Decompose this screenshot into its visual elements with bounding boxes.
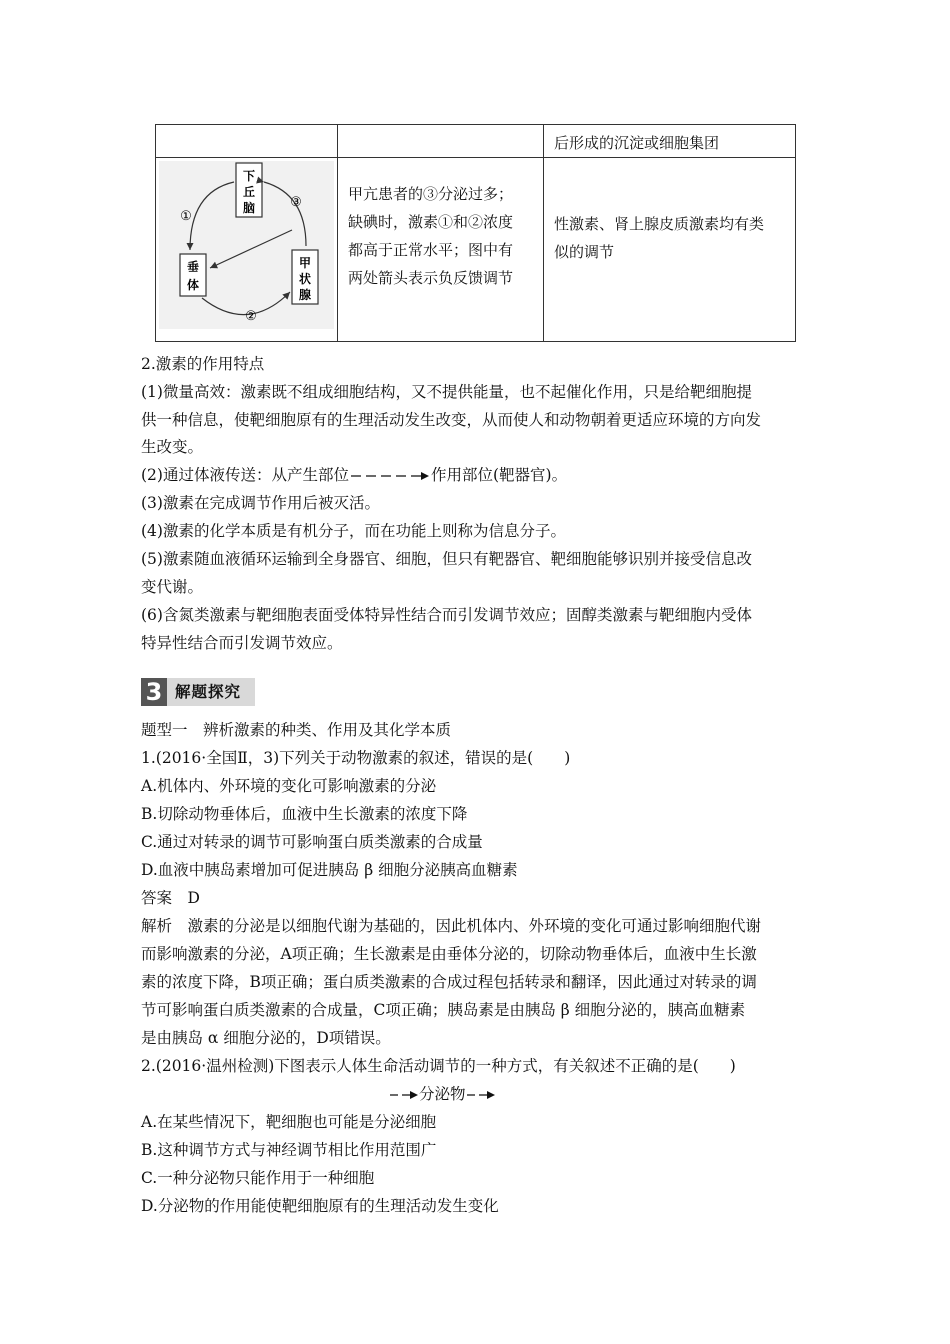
table-cell-text: 后形成的沉淀或细胞集团 [554, 134, 720, 152]
pituitary-char-2: 体 [186, 278, 200, 292]
flow-diagram [389, 1084, 496, 1104]
table-cell-text: 甲亢患者的③分泌过多； 缺碘时，激素①和②浓度 都高于正常水平；图中有 两处箭头表示负反馈调节 [348, 185, 514, 287]
option-d: D.血液中胰岛素增加可促进胰岛 β 细胞分泌胰高血糖素 [141, 861, 518, 879]
option-a: A.机体内、外环境的变化可影响激素的分泌 [141, 777, 437, 795]
thyroid-char-3: 腺 [298, 288, 312, 302]
hormone-regulation-table [155, 124, 796, 342]
paragraph-line: 供一种信息，使靶细胞原有的生理活动发生改变，从而使人和动物朝着更适应环境的方向发 [141, 411, 762, 429]
paragraph-line: (6)含氮类激素与靶细胞表面受体特异性结合而引发调节效应；固醇类激素与靶细胞内受体 [141, 606, 752, 624]
answer-line: 答案 D [141, 889, 200, 907]
analysis-line: 而影响激素的分泌，A项正确；生长激素是由垂体分泌的，切除动物垂体后，血液中生长激 [141, 945, 757, 963]
paragraph-line: (3)激素在完成调节作用后被灭活。 [141, 494, 380, 512]
table-cell-text: 性激素、肾上腺皮质激素均有类 似的调节 [554, 215, 765, 261]
paragraph-line: (4)激素的化学本质是有机分子，而在功能上则称为信息分子。 [141, 522, 566, 540]
analysis-line: 解析 激素的分泌是以细胞代谢为基础的，因此机体内、外环境的变化可通过影响细胞代谢 [141, 917, 762, 935]
question-stem: 1.(2016·全国Ⅱ，3)下列关于动物激素的叙述，错误的是( ) [141, 749, 571, 767]
secretion-label: 分泌物 [419, 1085, 466, 1103]
analysis-line: 素的浓度下降，B项正确；蛋白质类激素的合成过程包括转录和翻译，因此通过对转录的调 [141, 973, 757, 991]
table-row [156, 125, 796, 158]
option-d: D.分泌物的作用能使靶细胞原有的生理活动发生变化 [141, 1197, 499, 1215]
section-header [141, 678, 255, 706]
option-c: C.通过对转录的调节可影响蛋白质类激素的合成量 [141, 833, 483, 851]
paragraph-line: (1)微量高效：激素既不组成细胞结构，又不提供能量，也不起催化作用，只是给靶细胞提 [141, 383, 752, 401]
option-c: C.一种分泌物只能作用于一种细胞 [141, 1169, 375, 1187]
label-3: ③ [290, 195, 302, 210]
feedback-diagram [156, 158, 337, 332]
hypothalamus-char-3: 脑 [242, 201, 256, 215]
paragraph-line: (2)通过体液传送：从产生部位 作用部位(靶器官)。 [141, 466, 568, 484]
thyroid-char-2: 状 [298, 272, 312, 286]
dashed-arrow-icon [466, 1089, 496, 1101]
question-stem: 2.(2016·温州检测)下图表示人体生命活动调节的一种方式，有关叙述不正确的是( ) [141, 1057, 736, 1075]
paragraph-line: 变代谢。 [141, 578, 204, 596]
hypothalamus-char-1: 下 [242, 169, 256, 183]
pituitary-char-1: 垂 [186, 260, 200, 274]
dashed-arrow-icon [389, 1089, 419, 1101]
dashed-arrow-icon [349, 470, 431, 482]
paragraph-line: 生改变。 [141, 438, 204, 456]
option-a: A.在某些情况下，靶细胞也可能是分泌细胞 [141, 1113, 437, 1131]
option-b: B.切除动物垂体后，血液中生长激素的浓度下降 [141, 805, 468, 823]
table-row [156, 158, 796, 342]
analysis-line: 是由胰岛 α 细胞分泌的，D项错误。 [141, 1029, 391, 1047]
option-b: B.这种调节方式与神经调节相比作用范围广 [141, 1141, 437, 1159]
analysis-line: 节可影响蛋白质类激素的合成量，C项正确；胰岛素是由胰岛 β 细胞分泌的，胰高血糖素 [141, 1001, 746, 1019]
label-2: ② [245, 309, 257, 324]
section-number: 3 [141, 678, 167, 706]
section-title: 解题探究 [167, 678, 255, 706]
section-heading: 2.激素的作用特点 [141, 355, 265, 373]
paragraph-line: (5)激素随血液循环运输到全身器官、细胞，但只有靶器官、靶细胞能够识别并接受信息改 [141, 550, 752, 568]
question-type-heading: 题型一 辨析激素的种类、作用及其化学本质 [141, 721, 452, 739]
hypothalamus-char-2: 丘 [242, 185, 256, 199]
label-1: ① [180, 209, 192, 224]
paragraph-line: 特异性结合而引发调节效应。 [141, 634, 343, 652]
thyroid-char-1: 甲 [298, 256, 312, 270]
